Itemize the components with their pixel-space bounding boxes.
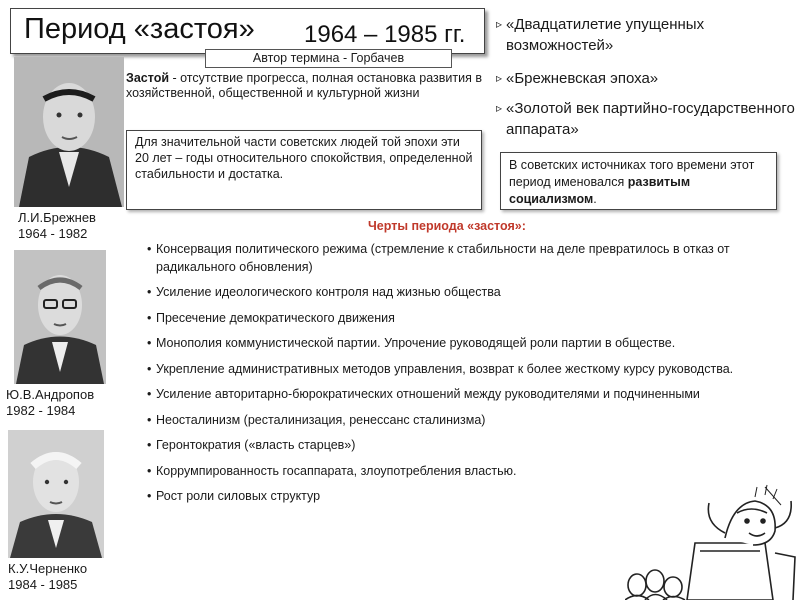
feature-item: • Рост роли силовых структур [147,488,747,506]
features-title: Черты периода «застоя»: [368,219,526,233]
feature-item: • Геронтократия («власть старцев») [147,437,747,455]
leader-label-chernenko [8,561,87,593]
leader-name: К.У.Черненко [8,561,88,576]
alternate-name-text: «Двадцатилетие упущенных возможностей» [506,16,705,54]
feature-item: • Консервация политического режима (стремление к стабильности на деле превратилось в отказ от радикального обновления) [147,241,747,276]
alternate-name-item [496,98,798,140]
title-years: 1964 – 1985 гг. [304,21,466,48]
page-title: Период «застоя» [24,13,255,45]
feature-item: • Усиление идеологического контроля над жизнью общества [147,284,747,302]
author-note: Автор термина - Горбачев [205,49,452,68]
arrow-bullet-icon: ▹ [496,101,503,115]
stability-note: Для значительной части советских людей той эпохи эти 20 лет – годы относительного спокойствия, определенной стабильности и достатка. [126,130,482,210]
feature-item: • Укрепление административных методов управления, возврат к более жесткому курсу руководства. [147,361,747,379]
leader-years: 1984 - 1985 [8,577,78,592]
features-list [147,241,747,506]
leader-name: Ю.В.Андропов [6,387,95,402]
alternate-name-text: «Золотой век партийно-государственного аппарата» [506,100,795,138]
chernenko-portrait [8,430,104,558]
soviet-sources-note [500,152,777,210]
feature-item: • Пресечение демократического движения [147,310,747,328]
brezhnev-portrait [14,57,124,207]
satirical-cartoon [625,483,797,600]
definition-term: Застой [126,71,170,85]
soviet-sources-text: В советских источниках того времени этот период именовался [509,158,755,189]
andropov-portrait [14,250,106,384]
alternate-name-item [496,14,798,56]
portrait-image-icon [14,250,106,384]
definition-text [126,71,491,101]
alternate-name-item [496,68,658,89]
leader-label-andropov [6,387,94,419]
leader-label-brezhnev [18,210,96,242]
alternate-names-box [488,4,798,144]
soviet-sources-end: . [593,192,597,206]
feature-item: • Усиление авторитарно-бюрократических отношений между руководителями и подчиненными [147,386,747,404]
arrow-bullet-icon: ▹ [496,71,503,85]
portrait-image-icon [8,430,104,558]
cartoon-image-icon [625,483,797,600]
feature-item: • Монополия коммунистической партии. Упрочение руководящей роли партии в обществе. [147,335,747,353]
portrait-image-icon [14,57,124,207]
developed-socialism-term: развитым социализмом [509,175,691,206]
feature-item: • Коррумпированность госаппарата, злоупотребления властью. [147,463,747,481]
arrow-bullet-icon: ▹ [496,17,503,31]
definition-body: - отсутствие прогресса, полная остановка развития в хозяйственной, общественной и культурной жизни [126,71,482,100]
leader-years: 1982 - 1984 [6,403,76,418]
leader-name: Л.И.Брежнев [18,210,96,225]
feature-item: • Неосталинизм (реcталинизация, ренессанс сталинизма) [147,412,747,430]
leader-years: 1964 - 1982 [18,226,88,241]
alternate-name-text: «Брежневская эпоха» [506,70,659,87]
